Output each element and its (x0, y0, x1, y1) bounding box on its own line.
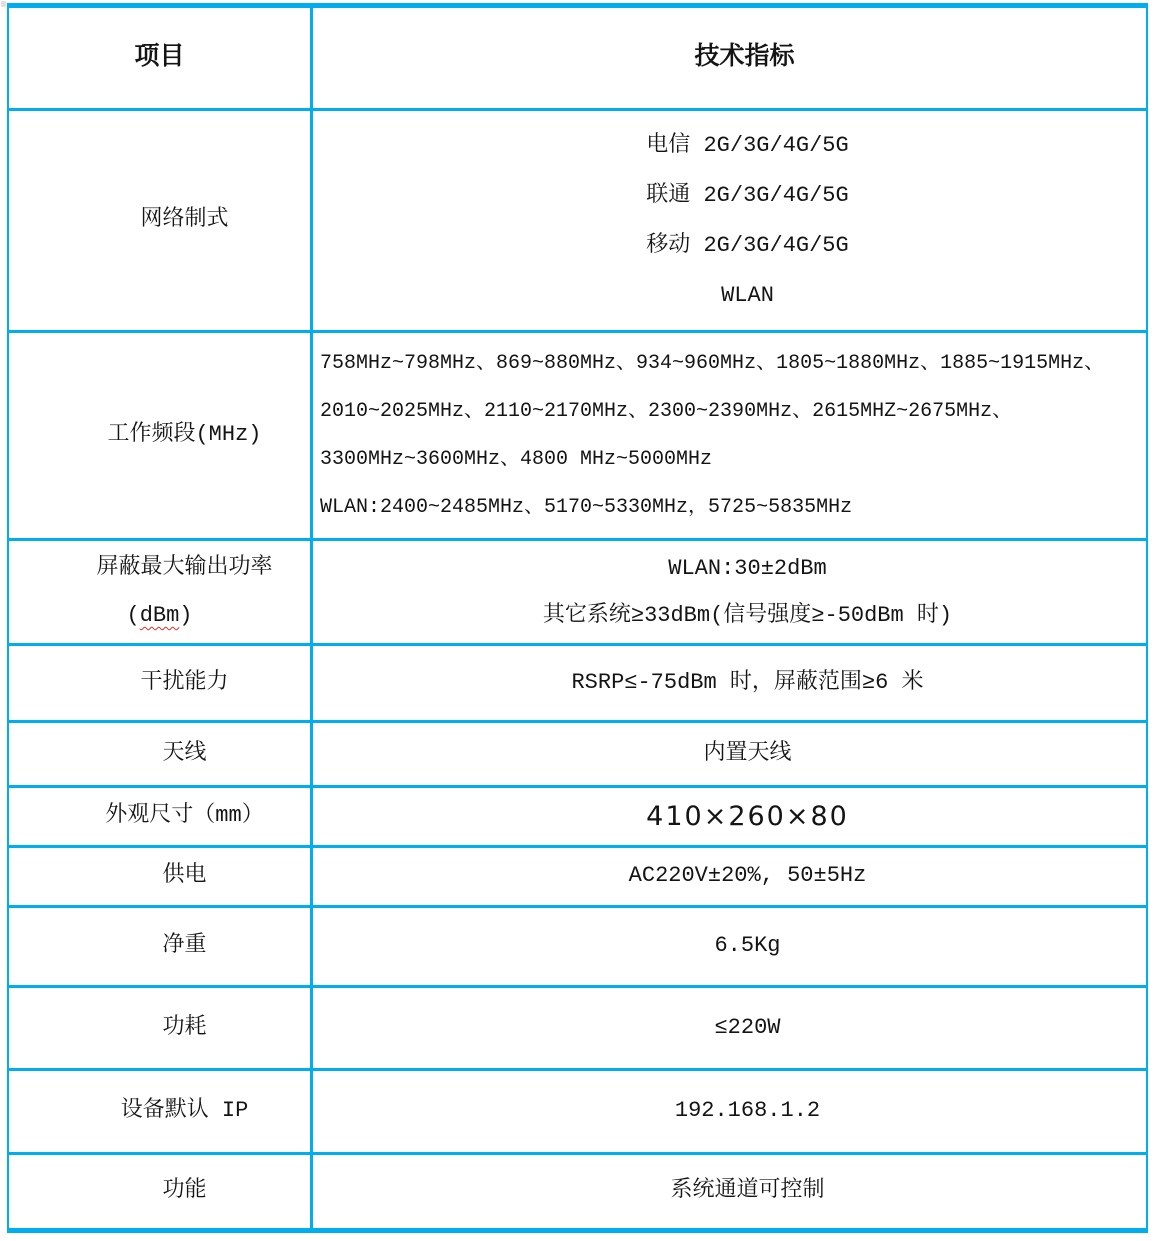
cell-working-band-values (313, 333, 1146, 538)
max-output-power-label-line1: 屏蔽最大输出功率 (96, 555, 273, 580)
power-line-other: 其它系统≥33dBm(信号强度≥-50dBm 时) (542, 603, 953, 628)
dimensions-label: 外观尺寸（mm） (105, 803, 264, 829)
cell-max-output-power-values (313, 541, 1146, 643)
default-ip-value: 192.168.1.2 (674, 1098, 821, 1124)
network-line-unicom: 联通 2G/3G/4G/5G (646, 182, 849, 208)
power-line-wlan: WLAN:30±2dBm (668, 556, 827, 581)
network-line-telecom: 电信 2G/3G/4G/5G (646, 132, 849, 158)
header-spec-label: 技术指标 (694, 42, 795, 72)
cell-power-supply-value (313, 848, 1146, 905)
row-label-max-output-power (9, 541, 310, 643)
row-label-interference (9, 646, 310, 720)
max-output-power-label-line2 (126, 592, 192, 640)
network-standard-label: 网络制式 (140, 207, 229, 233)
cell-function-value (313, 1155, 1146, 1228)
antenna-label: 天线 (162, 740, 207, 766)
function-label: 功能 (162, 1178, 207, 1204)
table-anchor-artifact (1, 1, 6, 7)
function-value: 系统通道可控制 (670, 1178, 825, 1204)
row-label-net-weight (9, 908, 310, 985)
row-label-network-standard (9, 111, 310, 330)
dimensions-value: 410×260×80 (646, 800, 849, 832)
interference-label: 干扰能力 (140, 669, 229, 695)
row-label-function (9, 1155, 310, 1228)
row-label-default-ip (9, 1071, 310, 1152)
band-line-3: 3300MHz~3600MHz、4800 MHz~5000MHz (320, 447, 713, 471)
band-line-2: 2010~2025MHz、2110~2170MHz、2300~2390MHz、2615MHZ~2675MHz、 (320, 399, 1013, 423)
power-supply-label: 供电 (162, 863, 207, 889)
header-item-label: 项目 (134, 42, 185, 72)
cell-dimensions-value (313, 788, 1146, 845)
net-weight-value: 6.5Kg (714, 933, 781, 959)
row-label-working-band (9, 333, 310, 538)
net-weight-label: 净重 (162, 933, 207, 959)
paren-open: ( (126, 603, 140, 628)
cell-network-standard-values (313, 111, 1146, 330)
network-line-mobile: 移动 2G/3G/4G/5G (646, 232, 849, 258)
paren-close: ) (179, 603, 193, 628)
antenna-value: 内置天线 (703, 740, 792, 766)
dbm-spellcheck-word: dBm (139, 603, 180, 628)
spec-table (7, 3, 1148, 1233)
header-spec (313, 8, 1146, 108)
row-label-power-consumption (9, 988, 310, 1068)
cell-interference-value (313, 646, 1146, 720)
network-line-wlan: WLAN (721, 282, 774, 308)
default-ip-label: 设备默认 IP (120, 1098, 249, 1124)
interference-value: RSRP≤-75dBm 时，屏蔽范围≥6 米 (571, 669, 924, 695)
row-label-power-supply (9, 848, 310, 905)
cell-antenna-value (313, 723, 1146, 785)
cell-default-ip-value (313, 1071, 1146, 1152)
row-label-antenna (9, 723, 310, 785)
working-band-label: 工作频段(MHz) (107, 422, 262, 448)
header-item (9, 8, 310, 108)
cell-net-weight-value (313, 908, 1146, 985)
power-supply-value: AC220V±20%, 50±5Hz (628, 863, 867, 889)
power-consumption-label: 功耗 (162, 1014, 207, 1040)
cell-power-consumption-value (313, 988, 1146, 1068)
row-label-dimensions (9, 788, 310, 845)
band-line-1: 758MHz~798MHz、869~880MHz、934~960MHz、1805~1880MHz、1885~1915MHz、 (320, 351, 1105, 375)
band-line-wlan: WLAN:2400~2485MHz、5170~5330MHz，5725~5835MHz (320, 495, 853, 519)
power-consumption-value: ≤220W (714, 1014, 781, 1040)
